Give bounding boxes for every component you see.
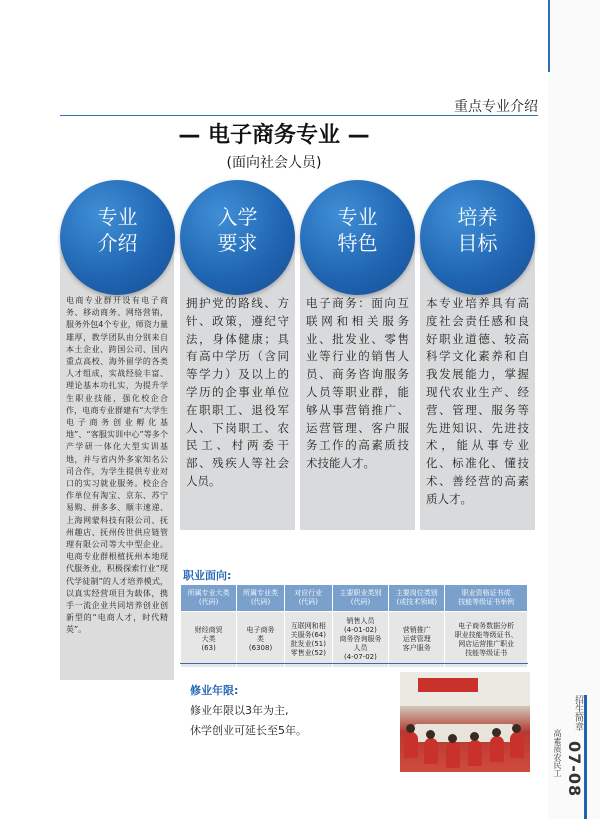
table-bottom-rule xyxy=(180,663,528,664)
column-text: 本专业培养具有高度社会责任感和良好职业道德、较高科学文化素养和自我发展能力，掌握现代农业生产、经营、管理、服务等先进知识、先进技术，能从事专业化、标准化、懂技术、善经营的高素质人才。 xyxy=(426,296,529,506)
photo-person-head xyxy=(492,728,501,737)
column-title-line: 介绍 xyxy=(97,231,138,255)
table-header-cell: 主要职业类别 (代码) xyxy=(332,585,388,612)
brochure-label: 招生简章 xyxy=(573,695,583,731)
table-row xyxy=(181,612,528,668)
column-circle xyxy=(420,180,535,295)
column-title-line: 入学 xyxy=(217,205,258,229)
photo-person-head xyxy=(470,732,479,741)
table-header-row xyxy=(181,585,528,612)
page-subtitle: (面向社会人员) xyxy=(226,155,322,171)
column-circle xyxy=(180,180,295,295)
section-title: 重点专业介绍 xyxy=(454,99,538,115)
table-header-cell: 所属专业大类 (代码) xyxy=(181,585,237,612)
jobs-table xyxy=(180,584,528,668)
column-text: 电子商务：面向互联网和相关服务业、批发业、零售业等行业的销售人员、商务咨询服务人员等职业群，能够从事营销推广、运营管理、客户服务工作的高素质技术技能人才。 xyxy=(306,296,409,471)
column-title xyxy=(300,204,415,256)
table-cell: 销售人员 (4-01-02) 商务咨询服务 人员 (4-07-02) xyxy=(332,612,388,668)
column-title-line: 目标 xyxy=(457,231,498,255)
column-title-line: 专业 xyxy=(337,205,378,229)
column-text: 拥护党的路线、方针、政策，遵纪守法，身体健康；具有高中学历（含同等学力）及以上的学历的企事业单位在职职工、退役军人、下岗职工、农民工、村两委干部、残疾人等社会人员。 xyxy=(186,296,289,488)
table-cell: 电子商务数据分析 职业技能等级证书、 网店运营推广职业 技能等级证书 xyxy=(445,612,528,668)
column-title-line: 要求 xyxy=(217,231,258,255)
study-heading: 修业年限: xyxy=(190,684,239,697)
table-cell: 电子商务 类 (6308) xyxy=(237,612,285,668)
page-number: 07-08 xyxy=(565,741,584,798)
photo-person-head xyxy=(426,730,435,739)
photo-person xyxy=(424,738,438,764)
page-number-badge xyxy=(548,695,600,819)
column-title-line: 培养 xyxy=(457,205,498,229)
photo-person xyxy=(468,740,482,766)
badge-bar xyxy=(584,695,587,819)
study-text-line: 休学创业可延长至5年。 xyxy=(190,724,307,737)
photo-person xyxy=(490,736,504,762)
photo-person xyxy=(446,742,460,768)
column-title-line: 特色 xyxy=(337,231,378,255)
column-title xyxy=(180,204,295,256)
page-title: — 电子商务专业 — xyxy=(178,123,370,148)
study-text-line: 修业年限以3年为主, xyxy=(190,704,289,717)
table-header-cell: 对应行业 (代码) xyxy=(284,585,332,612)
table-header-cell: 职业资格证书或 技能等级证书举例 xyxy=(445,585,528,612)
photo-person-head xyxy=(406,724,415,733)
column-text: 电商专业群开设有电子商务、移动商务、网络营销，服务外包4个专业，师资力量雄厚，教学团队由分别来自本土企业、跨国公司、国内重点高校、海外留学的各类人才组成，实战经验丰富、理论基本功扎实，为提升学生职业技能，强化校企合作，电商专业群建有“大学生电子商务创业孵化基地”、“客服实训中心”等多个产学研一体化大型实训基地，并与省内外多家知名公司合作，为学生提供专业对口的实习就业服务。校企合作单位有淘宝、京东、苏宁易购、拼多多、顺丰速递、上海网蒙科技有限公司、抚州趣店、抚州传世供应链管理有限公司等大中型企业。电商专业群根植抚州本地现代服务业，积极探索行业“现代学徒制”的人才培养模式，以真实经营项目为载体，携手一流企业共同培养创业创新型的“电商人才，时代精英”。 xyxy=(66,296,168,635)
jobs-heading: 职业面向: xyxy=(183,569,232,582)
column-title xyxy=(420,204,535,256)
photo-banner xyxy=(418,678,478,692)
table-cell: 互联网和相 关服务(64) 批发业(51) 零售业(52) xyxy=(284,612,332,668)
photo-person xyxy=(510,732,524,758)
column-title xyxy=(60,204,175,256)
margin-accent-line xyxy=(548,0,550,72)
photo-person-head xyxy=(448,734,457,743)
table-cell: 财经商贸 大类 (63) xyxy=(181,612,237,668)
table-cell: 营销推广 运营管理 客户服务 xyxy=(389,612,445,668)
column-circle xyxy=(300,180,415,295)
photo-person xyxy=(404,732,418,758)
table-header-cell: 主要岗位类别 (或技术领域) xyxy=(389,585,445,612)
column-box xyxy=(60,245,174,680)
photo-person-head xyxy=(512,724,521,733)
table-header-cell: 所属专业类 (代码) xyxy=(237,585,285,612)
top-blank xyxy=(0,0,240,20)
column-title-line: 专业 xyxy=(97,205,138,229)
classroom-photo xyxy=(400,672,530,772)
column-circle xyxy=(60,180,175,295)
program-label: 高素质农民工 xyxy=(553,729,562,777)
section-divider xyxy=(60,115,538,116)
